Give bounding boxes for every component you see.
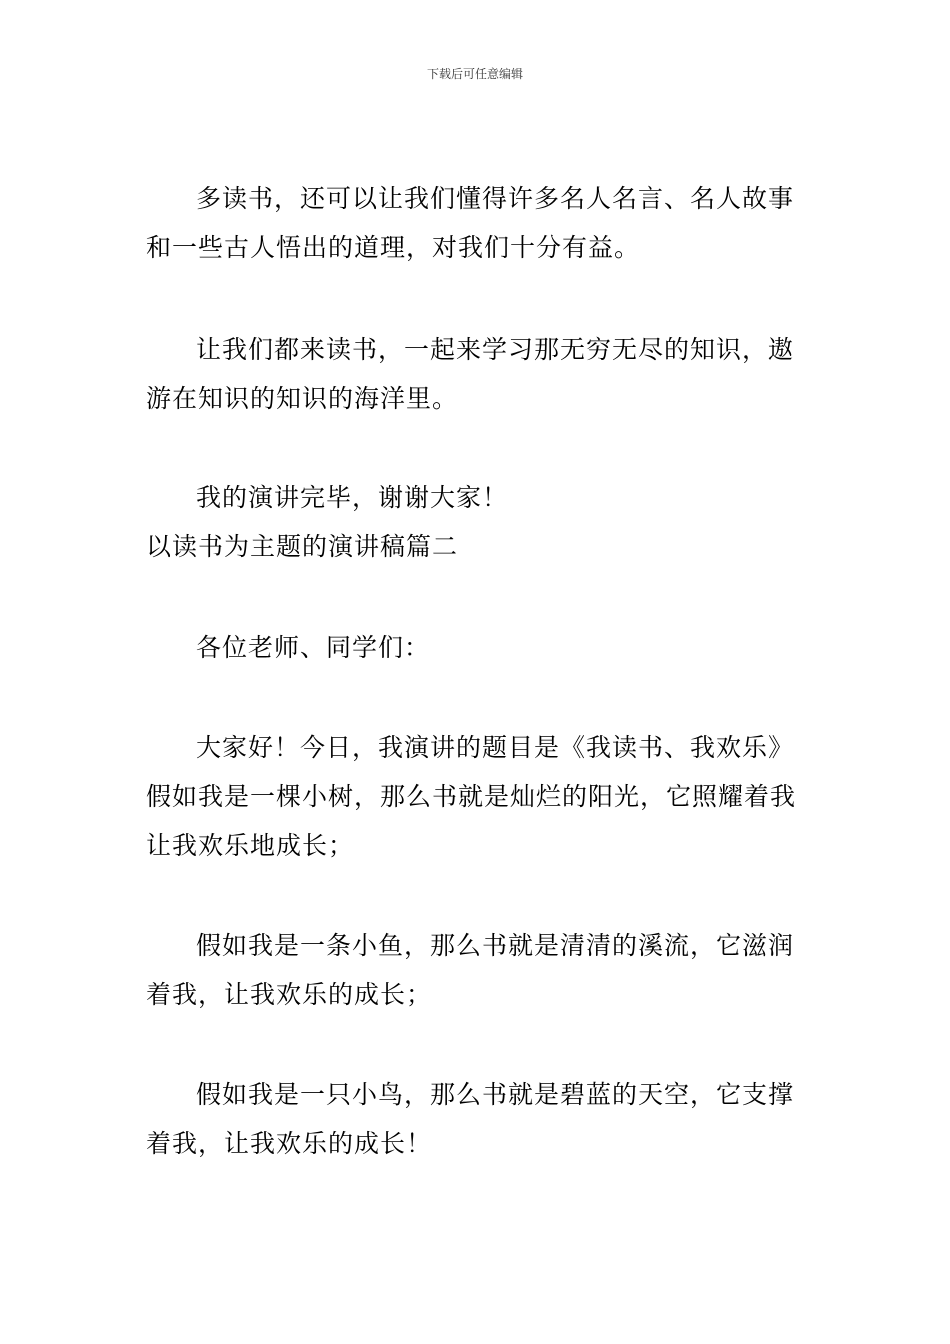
page-header: 下载后可任意编辑 — [426, 67, 523, 81]
paragraph-line: 大家好！今日，我演讲的题目是《我读书、我欢乐》 — [196, 733, 795, 762]
paragraph-line: 和一些古人悟出的道理，对我们十分有益。 — [146, 233, 641, 262]
paragraph-line: 着我，让我欢乐的成长！ — [146, 1129, 433, 1158]
paragraph-line: 多读书，还可以让我们懂得许多名人名言、名人故事 — [196, 184, 795, 213]
paragraph-line: 假如我是一棵小树，那么书就是灿烂的阳光，它照耀着我 — [146, 782, 797, 811]
paragraph-line: 着我，让我欢乐的成长； — [146, 980, 433, 1009]
paragraph-line: 让我欢乐地成长； — [146, 831, 355, 860]
paragraph-line: 假如我是一只小鸟，那么书就是碧蓝的天空，它支撑 — [196, 1080, 795, 1109]
section-title: 以读书为主题的演讲稿篇二 — [146, 532, 459, 561]
paragraph-line: 游在知识的知识的海洋里。 — [146, 384, 459, 413]
paragraph-line: 假如我是一条小鱼，那么书就是清清的溪流，它滋润 — [196, 931, 795, 960]
paragraph-line: 我的演讲完毕，谢谢大家！ — [196, 483, 509, 512]
greeting-line: 各位老师、同学们： — [196, 633, 431, 662]
paragraph-line: 让我们都来读书，一起来学习那无穷无尽的知识，遨 — [196, 335, 795, 364]
